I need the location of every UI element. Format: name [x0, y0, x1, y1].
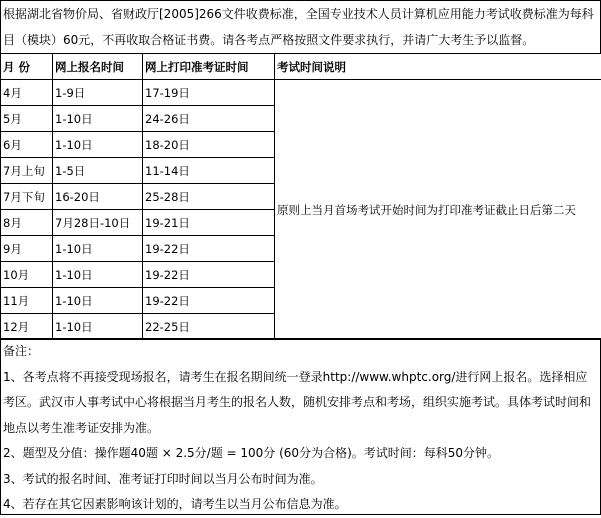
- cell-print: 19-22日: [143, 262, 275, 288]
- note-item: 3、考试的报名时间、准考证打印时间以当月公布时间为准。: [3, 467, 598, 493]
- cell-month: 10月: [1, 262, 53, 288]
- cell-month: 7月上旬: [1, 158, 53, 184]
- note-item: 4、若存在其它因素影响该计划的，请考生以当月公布信息为准。: [3, 492, 598, 518]
- notes-section: [0, 338, 601, 515]
- cell-reg: 1-10日: [53, 106, 143, 132]
- cell-month: 8月: [1, 210, 53, 236]
- cell-print: 24-26日: [143, 106, 275, 132]
- cell-print: 11-14日: [143, 158, 275, 184]
- intro-paragraph: 根据湖北省物价局、省财政厅[2005]266文件收费标准，全国专业技术人员计算机应用能力考试收费标准为每科目（模块）60元，不再收取合格证书费。请各考点严格按照文件要求执行，并请广大考生予以监督。: [0, 0, 601, 53]
- schedule-table: [0, 53, 601, 340]
- cell-print: 19-21日: [143, 210, 275, 236]
- cell-reg: 1-10日: [53, 314, 143, 340]
- cell-month: 6月: [1, 132, 53, 158]
- cell-month: 5月: [1, 106, 53, 132]
- cell-print: 17-19日: [143, 80, 275, 106]
- note-item: 2、题型及分值：操作题40题 × 2.5分/题 = 100分 (60分为合格)。考试时间：每科50分钟。: [3, 441, 598, 467]
- cell-exam-note: 原则上当月首场考试开始时间为打印准考证截止日后第二天: [275, 80, 601, 340]
- header-month: 月 份: [1, 54, 53, 80]
- cell-reg: 1-10日: [53, 236, 143, 262]
- cell-month: 11月: [1, 288, 53, 314]
- cell-month: 12月: [1, 314, 53, 340]
- cell-month: 4月: [1, 80, 53, 106]
- note-item: 1、各考点将不再接受现场报名，请考生在报名期间统一登录http://www.whptc.org/进行网上报名。选择相应考区。武汉市人事考试中心将根据当月考生的报名人数，随机安排考点和考场，组织实施考试。具体考试时间和地点以考生准考证安排为准。: [3, 365, 598, 442]
- cell-reg: 1-5日: [53, 158, 143, 184]
- table-row: [1, 80, 601, 106]
- cell-print: 19-22日: [143, 288, 275, 314]
- header-exam-note: 考试时间说明: [275, 54, 601, 80]
- cell-reg: 1-10日: [53, 132, 143, 158]
- cell-print: 25-28日: [143, 184, 275, 210]
- cell-reg: 16-20日: [53, 184, 143, 210]
- cell-reg: 7月28日-10日: [53, 210, 143, 236]
- cell-print: 19-22日: [143, 236, 275, 262]
- cell-print: 18-20日: [143, 132, 275, 158]
- cell-print: 22-25日: [143, 314, 275, 340]
- header-registration-time: 网上报名时间: [53, 54, 143, 80]
- cell-month: 9月: [1, 236, 53, 262]
- header-print-time: 网上打印准考证时间: [143, 54, 275, 80]
- cell-month: 7月下旬: [1, 184, 53, 210]
- cell-reg: 1-9日: [53, 80, 143, 106]
- table-header-row: [1, 54, 601, 80]
- cell-reg: 1-10日: [53, 288, 143, 314]
- notes-title: 备注：: [3, 339, 598, 365]
- cell-reg: 1-10日: [53, 262, 143, 288]
